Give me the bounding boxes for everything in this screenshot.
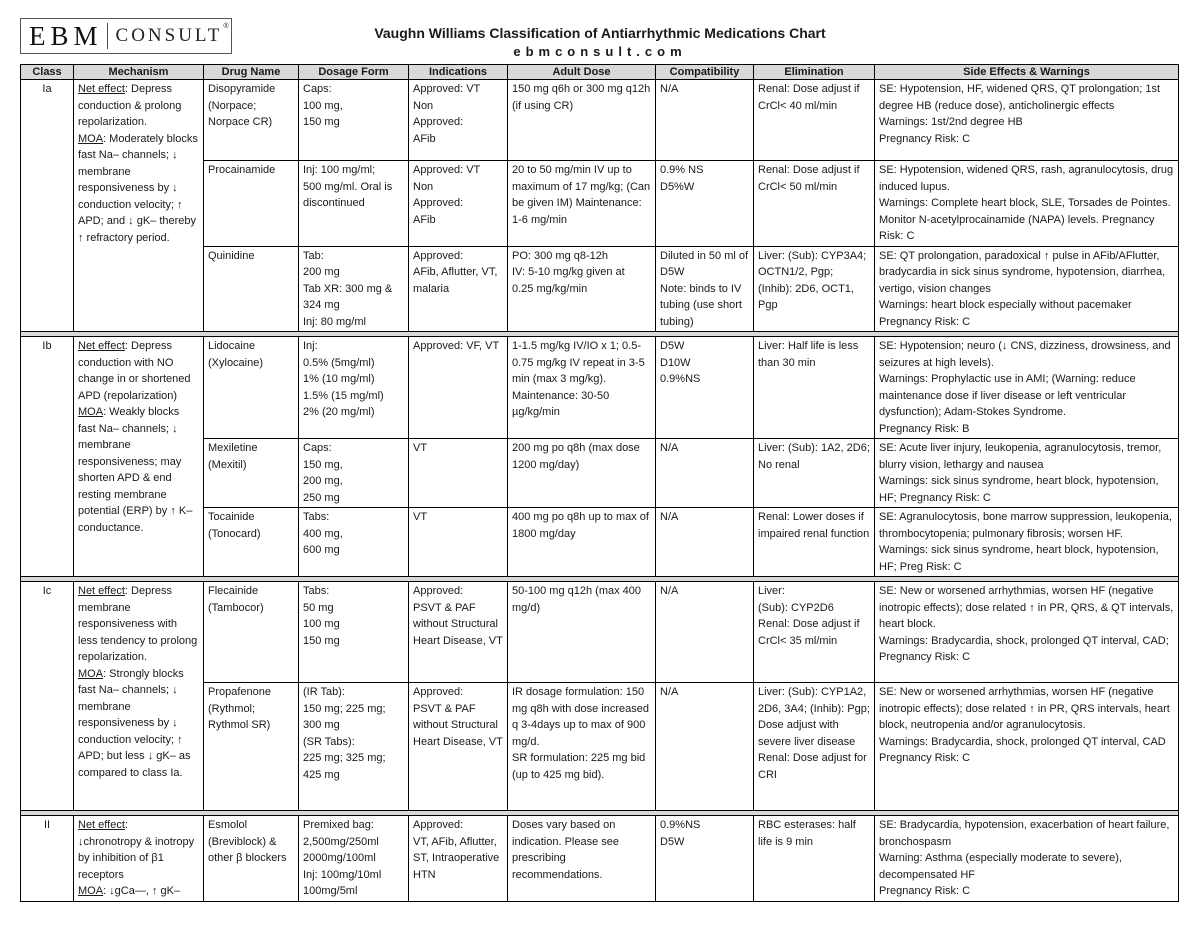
elimination-cell: Liver: (Sub): CYP1A2, 2D6, 3A4; (Inhib): Pgp; Dose adjust with severe liver disease Renal: Dose adjust for CRI	[754, 683, 875, 811]
dosage-form-cell: Inj: 0.5% (5mg/ml) 1% (10 mg/ml) 1.5% (15 mg/ml) 2% (20 mg/ml)	[299, 337, 409, 439]
drug-name-cell: Mexiletine (Mexitil)	[204, 439, 299, 508]
dosage-form-cell: Caps: 100 mg, 150 mg	[299, 80, 409, 161]
indications-cell: Approved: AFib, Aflutter, VT, malaria	[409, 246, 508, 332]
adult-dose-cell: 1-1.5 mg/kg IV/IO x 1; 0.5-0.75 mg/kg IV repeat in 3-5 min (max 3 mg/kg). Maintenance: 30-50 µg/kg/min	[508, 337, 656, 439]
compatibility-cell: N/A	[656, 80, 754, 161]
elimination-cell: Liver: (Sub): CYP3A4; OCTN1/2, Pgp; (Inhib): 2D6, OCT1, Pgp	[754, 246, 875, 332]
drug-name-cell: Disopyramide (Norpace; Norpace CR)	[204, 80, 299, 161]
class-cell: II	[21, 816, 74, 902]
moa-label: MOA	[78, 667, 104, 680]
side-effects-cell: SE: Bradycardia, hypotension, exacerbation of heart failure, bronchospasm Warning: Asthma (especially moderate to severe), decompensated HF Pregnancy Risk: C	[875, 816, 1179, 902]
side-effects-cell: SE: Hypotension, HF, widened QRS, QT prolongation; 1st degree HB (reduce dose), anticholinergic effects Warnings: 1st/2nd degree HB Pregnancy Risk: C	[875, 80, 1179, 161]
indications-cell: Approved: VT Non Approved: AFib	[409, 161, 508, 247]
table-row	[21, 337, 1179, 439]
dosage-form-cell: Tab: 200 mg Tab XR: 300 mg & 324 mg Inj: 80 mg/ml	[299, 246, 409, 332]
adult-dose-cell: 200 mg po q8h (max dose 1200 mg/day)	[508, 439, 656, 508]
net-effect-label: Net effect	[78, 819, 125, 831]
col-header-compatibility: Compatibility	[656, 65, 754, 80]
compatibility-cell: Diluted in 50 ml of D5W Note: binds to IV tubing (use short tubing)	[656, 246, 754, 332]
elimination-cell: Renal: Lower doses if impaired renal function	[754, 508, 875, 577]
dosage-form-cell: Tabs: 400 mg, 600 mg	[299, 508, 409, 577]
net-effect-text: : Depress membrane responsiveness with less tendency to prolong repolarization.	[78, 585, 198, 663]
antiarrhythmic-table	[20, 64, 1179, 902]
drug-name-cell: Propafenone (Rythmol; Rythmol SR)	[204, 683, 299, 811]
elimination-cell: Liver: (Sub): CYP2D6 Renal: Dose adjust if CrCl< 35 ml/min	[754, 582, 875, 683]
table-row	[21, 80, 1179, 161]
drug-name-cell: Flecainide (Tambocor)	[204, 582, 299, 683]
drug-name-cell: Lidocaine (Xylocaine)	[204, 337, 299, 439]
elimination-cell: Renal: Dose adjust if CrCl< 40 ml/min	[754, 80, 875, 161]
indications-cell: Approved: VT, AFib, Aflutter, ST, Intraoperative HTN	[409, 816, 508, 902]
adult-dose-cell: 20 to 50 mg/min IV up to maximum of 17 mg/kg; (Can be given IM) Maintenance: 1-6 mg/min	[508, 161, 656, 247]
indications-cell: Approved: VF, VT	[409, 337, 508, 439]
indications-cell: Approved: PSVT & PAF without Structural Heart Disease, VT	[409, 582, 508, 683]
class-cell: Ic	[21, 582, 74, 811]
col-header-adult-dose: Adult Dose	[508, 65, 656, 80]
side-effects-cell: SE: Acute liver injury, leukopenia, agranulocytosis, tremor, blurry vision, lethargy and nausea Warnings: sick sinus syndrome, heart block, hypotension, HF; Pregnancy Risk: C	[875, 439, 1179, 508]
moa-text: : Moderately blocks fast Na– channels; ↓ membrane responsiveness by ↓ conduction velocity; ↑ APD; and ↓ gK– thereby ↑ refractory period.	[78, 132, 198, 244]
net-effect-label: Net effect	[78, 83, 125, 95]
dosage-form-cell: Caps: 150 mg, 200 mg, 250 mg	[299, 439, 409, 508]
logo-ebm-text: EBM	[29, 20, 103, 51]
net-effect-text: : ↓chronotropy & inotropy by inhibition of β1 receptors	[78, 819, 195, 881]
adult-dose-cell: 50-100 mg q12h (max 400 mg/d)	[508, 582, 656, 683]
dosage-form-cell: Premixed bag: 2,500mg/250ml 2000mg/100ml Inj: 100mg/10ml 100mg/5ml	[299, 816, 409, 902]
ebm-consult-logo	[20, 18, 232, 54]
drug-name-cell: Procainamide	[204, 161, 299, 247]
mechanism-cell	[74, 816, 204, 902]
drug-name-cell: Tocainide (Tonocard)	[204, 508, 299, 577]
elimination-cell: RBC esterases: half life is 9 min	[754, 816, 875, 902]
mechanism-cell	[74, 337, 204, 577]
indications-cell: Approved: PSVT & PAF without Structural Heart Disease, VT	[409, 683, 508, 811]
side-effects-cell: SE: New or worsened arrhythmias, worsen HF (negative inotropic effects); dose related ↑ in PR, QRS intervals, heart block, neutropenia and/or agranulocytosis. Warnings: Bradycardia, shock, prolonged QT interval, CAD Pregnancy Risk: C	[875, 683, 1179, 811]
col-header-dosage-form: Dosage Form	[299, 65, 409, 80]
logo-consult-text: CONSULT	[115, 25, 223, 46]
moa-label: MOA	[78, 885, 104, 897]
compatibility-cell: D5W D10W 0.9%NS	[656, 337, 754, 439]
compatibility-cell: N/A	[656, 508, 754, 577]
moa-text: : Weakly blocks fast Na– channels; ↓ membrane responsiveness; may shorten APD & end resting membrane potential (ERP) by ↑ K– conductance.	[78, 406, 193, 534]
col-header-drug-name: Drug Name	[204, 65, 299, 80]
side-effects-cell: SE: QT prolongation, paradoxical ↑ pulse in AFib/AFlutter, bradycardia in sick sinus syndrome, hypotension, diarrhea, vertigo, vision changes Warnings: heart block especially without pacemaker Pregnancy Risk: C	[875, 246, 1179, 332]
col-header-elimination: Elimination	[754, 65, 875, 80]
net-effect-label: Net effect	[78, 585, 125, 597]
moa-label: MOA	[78, 406, 104, 418]
dosage-form-cell: Inj: 100 mg/ml; 500 mg/ml. Oral is discontinued	[299, 161, 409, 247]
compatibility-cell: 0.9%NS D5W	[656, 816, 754, 902]
class-cell: Ia	[21, 80, 74, 332]
adult-dose-cell: IR dosage formulation: 150 mg q8h with dose increased q 3-4days up to max of 900 mg/d. SR formulation: 225 mg bid (up to 425 mg bid).	[508, 683, 656, 811]
drug-name-cell: Quinidine	[204, 246, 299, 332]
compatibility-cell: N/A	[656, 439, 754, 508]
col-header-mechanism: Mechanism	[74, 65, 204, 80]
side-effects-cell: SE: Hypotension; neuro (↓ CNS, dizziness, drowsiness, and seizures at high levels). Warnings: Prophylactic use in AMI; (Warning: reduce maintenance dose if liver disease or left ventricular dysfunction); Adam-Stokes Syndrome. Pregnancy Risk: B	[875, 337, 1179, 439]
side-effects-cell: SE: Agranulocytosis, bone marrow suppression, leukopenia, thrombocytopenia; pulmonary fibrosis; worsen HF. Warnings: sick sinus syndrome, heart block, hypotension, HF; Preg Risk: C	[875, 508, 1179, 577]
col-header-class: Class	[21, 65, 74, 80]
side-effects-cell: SE: Hypotension, widened QRS, rash, agranulocytosis, drug induced lupus. Warnings: Complete heart block, SLE, Torsades de Pointes. Monitor N-acetylprocainamide (NAPA) levels. Pregnancy Risk: C	[875, 161, 1179, 247]
compatibility-cell: 0.9% NS D5%W	[656, 161, 754, 247]
moa-label: MOA	[78, 132, 104, 145]
col-header-side-effects: Side Effects & Warnings	[875, 65, 1179, 80]
side-effects-cell: SE: New or worsened arrhythmias, worsen HF (negative inotropic effects); dose related ↑ in PR, QRS, & QT intervals, heart block. Warnings: Bradycardia, shock, prolonged QT interval, CAD; Pregnancy Risk: C	[875, 582, 1179, 683]
adult-dose-cell: Doses vary based on indication. Please see prescribing recommendations.	[508, 816, 656, 902]
adult-dose-cell: PO: 300 mg q8-12h IV: 5-10 mg/kg given at 0.25 mg/kg/min	[508, 246, 656, 332]
mechanism-cell	[74, 80, 204, 332]
drug-name-cell: Esmolol (Breviblock) & other β blockers	[204, 816, 299, 902]
indications-cell: Approved: VT Non Approved: AFib	[409, 80, 508, 161]
elimination-cell: Renal: Dose adjust if CrCl< 50 ml/min	[754, 161, 875, 247]
net-effect-label: Net effect	[78, 340, 125, 352]
compatibility-cell: N/A	[656, 683, 754, 811]
table-row	[21, 816, 1179, 902]
page-title: Vaughn Williams Classification of Antiarrhythmic Medications Chart	[374, 25, 826, 41]
class-cell: Ib	[21, 337, 74, 577]
dosage-form-cell: (IR Tab): 150 mg; 225 mg; 300 mg (SR Tabs): 225 mg; 325 mg; 425 mg	[299, 683, 409, 811]
logo-registered-mark: ®	[223, 23, 229, 30]
table-row	[21, 582, 1179, 683]
compatibility-cell: N/A	[656, 582, 754, 683]
moa-text: : Strongly blocks fast Na– channels; ↓ membrane responsiveness by ↓ conduction velocity; ↑ APD; but less ↓ gK– as compared to class Ia.	[78, 667, 191, 779]
site-url: ebmconsult.com	[513, 44, 687, 59]
dosage-form-cell: Tabs: 50 mg 100 mg 150 mg	[299, 582, 409, 683]
adult-dose-cell: 400 mg po q8h up to max of 1800 mg/day	[508, 508, 656, 577]
moa-text: : ↓gCa—, ↑ gK–	[103, 885, 181, 897]
adult-dose-cell: 150 mg q6h or 300 mg q12h (if using CR)	[508, 80, 656, 161]
elimination-cell: Liver: (Sub): 1A2, 2D6; No renal	[754, 439, 875, 508]
logo-divider	[107, 23, 108, 49]
indications-cell: VT	[409, 508, 508, 577]
net-effect-text: : Depress conduction & prolong repolarization.	[78, 83, 182, 128]
table-header-row	[21, 65, 1179, 80]
col-header-indications: Indications	[409, 65, 508, 80]
indications-cell: VT	[409, 439, 508, 508]
mechanism-cell	[74, 582, 204, 811]
net-effect-text: : Depress conduction with NO change in or shortened APD (repolarization)	[78, 340, 191, 402]
elimination-cell: Liver: Half life is less than 30 min	[754, 337, 875, 439]
